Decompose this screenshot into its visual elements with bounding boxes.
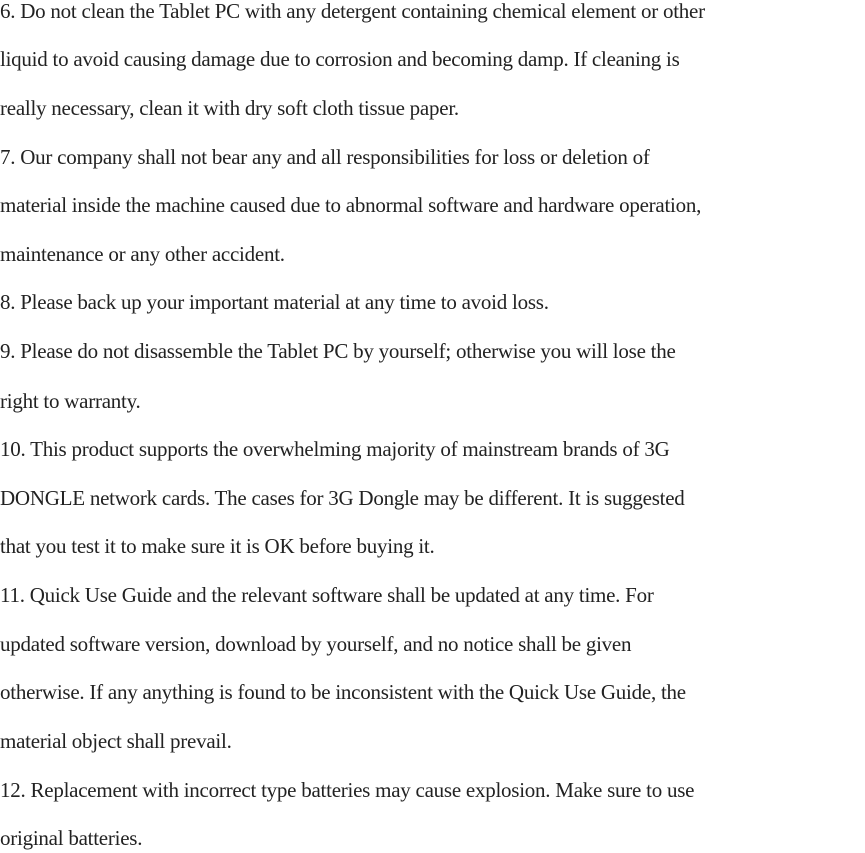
text-line: liquid to avoid causing damage due to corrosion and becoming damp. If cleaning is — [0, 47, 680, 71]
text-line: updated software version, download by yourself, and no notice shall be given — [0, 632, 632, 656]
text-line: material inside the machine caused due to abnormal software and hardware operation, — [0, 193, 702, 217]
text-line: really necessary, clean it with dry soft cloth tissue paper. — [0, 96, 459, 120]
text-line: 8. Please back up your important material at any time to avoid loss. — [0, 290, 549, 314]
text-line: 11. Quick Use Guide and the relevant software shall be updated at any time. For — [0, 583, 654, 607]
text-line: 10. This product supports the overwhelming majority of mainstream brands of 3G — [0, 437, 670, 461]
text-line: that you test it to make sure it is OK before buying it. — [0, 534, 435, 558]
text-line: maintenance or any other accident. — [0, 242, 285, 266]
text-line: 12. Replacement with incorrect type batteries may cause explosion. Make sure to use — [0, 778, 695, 802]
text-line: material object shall prevail. — [0, 729, 232, 753]
text-line: 6. Do not clean the Tablet PC with any detergent containing chemical element or other — [0, 0, 705, 23]
text-line: DONGLE network cards. The cases for 3G Dongle may be different. It is suggested — [0, 486, 685, 510]
text-line: otherwise. If any anything is found to be inconsistent with the Quick Use Guide, the — [0, 680, 686, 704]
text-line: right to warranty. — [0, 389, 141, 413]
text-line: 7. Our company shall not bear any and all responsibilities for loss or deletion of — [0, 145, 650, 169]
text-line: original batteries. — [0, 826, 143, 850]
text-line: 9. Please do not disassemble the Tablet PC by yourself; otherwise you will lose the — [0, 339, 676, 363]
